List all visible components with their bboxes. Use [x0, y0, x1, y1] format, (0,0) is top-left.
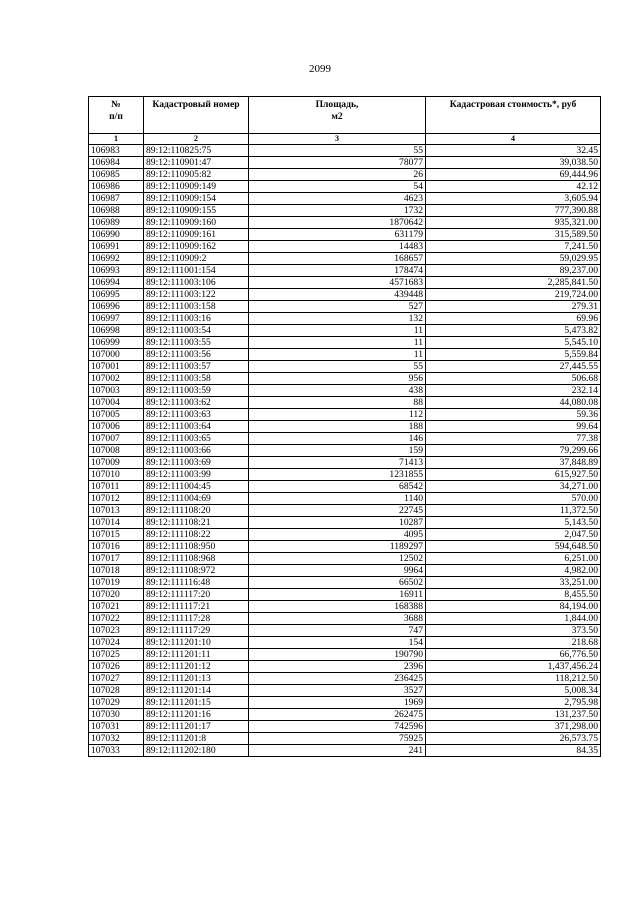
- cadastre-table: [88, 96, 601, 757]
- cadastral-value: 34,271.00: [426, 481, 601, 493]
- cadastral-value: 84,194.00: [426, 601, 601, 613]
- cadastral-number: 89:12:111108:20: [144, 505, 249, 517]
- cadastral-value: 777,390.88: [426, 205, 601, 217]
- row-number: 106989: [89, 217, 144, 229]
- table-row: [89, 709, 601, 721]
- row-number: 107003: [89, 385, 144, 397]
- cadastral-number: 89:12:110905:82: [144, 169, 249, 181]
- table-row: [89, 289, 601, 301]
- row-number: 107001: [89, 361, 144, 373]
- table-row: [89, 601, 601, 613]
- row-number: 107022: [89, 613, 144, 625]
- area-value: 1231855: [249, 469, 426, 481]
- table-row: [89, 685, 601, 697]
- cadastral-number: 89:12:110909:155: [144, 205, 249, 217]
- table-body: [89, 145, 601, 757]
- table-row: [89, 181, 601, 193]
- row-number: 107029: [89, 697, 144, 709]
- area-value: 1140: [249, 493, 426, 505]
- cadastral-number: 89:12:110901:47: [144, 157, 249, 169]
- area-value: 54: [249, 181, 426, 193]
- cadastral-number: 89:12:111117:21: [144, 601, 249, 613]
- cadastral-value: 5,559.84: [426, 349, 601, 361]
- area-value: 159: [249, 445, 426, 457]
- header-cadastral-number: Кадастровый номер: [144, 97, 249, 134]
- cadastral-value: 131,237.50: [426, 709, 601, 721]
- table-row: [89, 661, 601, 673]
- cadastral-value: 39,038.50: [426, 157, 601, 169]
- row-number: 106988: [89, 205, 144, 217]
- row-number: 106983: [89, 145, 144, 157]
- cadastral-number: 89:12:111201:10: [144, 637, 249, 649]
- cadastral-value: 7,241.50: [426, 241, 601, 253]
- cadastral-number: 89:12:111201:8: [144, 733, 249, 745]
- cadastral-number: 89:12:111201:16: [144, 709, 249, 721]
- header-area: Площадь, м2: [249, 97, 426, 134]
- area-value: 747: [249, 625, 426, 637]
- cadastral-value: 5,473.82: [426, 325, 601, 337]
- area-value: 4095: [249, 529, 426, 541]
- header-row: [89, 97, 601, 134]
- cadastral-value: 11,372.50: [426, 505, 601, 517]
- table-row: [89, 301, 601, 313]
- cadastral-value: 69.96: [426, 313, 601, 325]
- row-number: 107026: [89, 661, 144, 673]
- area-value: 3688: [249, 613, 426, 625]
- table-row: [89, 517, 601, 529]
- cadastral-value: 373.50: [426, 625, 601, 637]
- cadastral-value: 594,648.50: [426, 541, 601, 553]
- cadastral-value: 3,605.94: [426, 193, 601, 205]
- cadastral-number: 89:12:110909:2: [144, 253, 249, 265]
- area-value: 168388: [249, 601, 426, 613]
- cadastral-number: 89:12:111003:122: [144, 289, 249, 301]
- cadastral-number: 89:12:111201:14: [144, 685, 249, 697]
- row-number: 107025: [89, 649, 144, 661]
- cadastral-number: 89:12:110909:160: [144, 217, 249, 229]
- area-value: 26: [249, 169, 426, 181]
- row-number: 107030: [89, 709, 144, 721]
- table-row: [89, 265, 601, 277]
- cadastral-number: 89:12:111108:968: [144, 553, 249, 565]
- cadastral-number: 89:12:111003:63: [144, 409, 249, 421]
- area-value: 1189297: [249, 541, 426, 553]
- row-number: 107027: [89, 673, 144, 685]
- row-number: 107009: [89, 457, 144, 469]
- table-row: [89, 241, 601, 253]
- area-value: 631179: [249, 229, 426, 241]
- table-row: [89, 493, 601, 505]
- row-number: 106996: [89, 301, 144, 313]
- row-number: 107017: [89, 553, 144, 565]
- cadastral-value: 570.00: [426, 493, 601, 505]
- row-number: 106993: [89, 265, 144, 277]
- row-number: 106990: [89, 229, 144, 241]
- area-value: 12502: [249, 553, 426, 565]
- cadastral-value: 59,029.95: [426, 253, 601, 265]
- row-number: 107006: [89, 421, 144, 433]
- cadastral-number: 89:12:111201:13: [144, 673, 249, 685]
- cadastral-value: 506.68: [426, 373, 601, 385]
- cadastral-number: 89:12:111201:12: [144, 661, 249, 673]
- cadastral-number: 89:12:111108:22: [144, 529, 249, 541]
- cadastral-value: 1,844.00: [426, 613, 601, 625]
- table-row: [89, 673, 601, 685]
- header-cadastral-value: Кадастровая стоимость*, руб: [426, 97, 601, 134]
- area-value: 78077: [249, 157, 426, 169]
- table-row: [89, 481, 601, 493]
- row-number: 107028: [89, 685, 144, 697]
- table-row: [89, 169, 601, 181]
- row-number: 107016: [89, 541, 144, 553]
- cadastral-value: 37,848.89: [426, 457, 601, 469]
- cadastral-value: 6,251.00: [426, 553, 601, 565]
- cadastral-value: 935,321.00: [426, 217, 601, 229]
- area-value: 14483: [249, 241, 426, 253]
- row-number: 107004: [89, 397, 144, 409]
- row-number: 107015: [89, 529, 144, 541]
- cadastral-value: 232.14: [426, 385, 601, 397]
- table-row: [89, 589, 601, 601]
- table-row: [89, 529, 601, 541]
- area-value: 262475: [249, 709, 426, 721]
- table-row: [89, 565, 601, 577]
- table-row: [89, 613, 601, 625]
- row-number: 107013: [89, 505, 144, 517]
- table-row: [89, 337, 601, 349]
- table-row: [89, 145, 601, 157]
- row-number: 107019: [89, 577, 144, 589]
- cadastral-number: 89:12:111003:65: [144, 433, 249, 445]
- cadastral-number: 89:12:111003:58: [144, 373, 249, 385]
- area-value: 11: [249, 337, 426, 349]
- cadastral-value: 5,143.50: [426, 517, 601, 529]
- cadastral-value: 32.45: [426, 145, 601, 157]
- table-row: [89, 217, 601, 229]
- cadastral-number: 89:12:110825:75: [144, 145, 249, 157]
- area-value: 1732: [249, 205, 426, 217]
- area-value: 742596: [249, 721, 426, 733]
- area-value: 146: [249, 433, 426, 445]
- table-row: [89, 205, 601, 217]
- cadastral-number: 89:12:111003:16: [144, 313, 249, 325]
- table-row: [89, 505, 601, 517]
- area-value: 188: [249, 421, 426, 433]
- table-row: [89, 277, 601, 289]
- cadastral-number: 89:12:110909:154: [144, 193, 249, 205]
- cadastral-value: 66,776.50: [426, 649, 601, 661]
- area-value: 438: [249, 385, 426, 397]
- cadastral-number: 89:12:111003:158: [144, 301, 249, 313]
- cadastral-number: 89:12:111003:99: [144, 469, 249, 481]
- table-row: [89, 445, 601, 457]
- table-row: [89, 457, 601, 469]
- cadastral-value: 27,445.55: [426, 361, 601, 373]
- area-value: 75925: [249, 733, 426, 745]
- cadastral-value: 1,437,456.24: [426, 661, 601, 673]
- row-number: 107020: [89, 589, 144, 601]
- cadastral-number: 89:12:111202:180: [144, 745, 249, 757]
- row-number: 107005: [89, 409, 144, 421]
- row-number: 107032: [89, 733, 144, 745]
- row-number: 106991: [89, 241, 144, 253]
- table-row: [89, 553, 601, 565]
- table-row: [89, 745, 601, 757]
- row-number: 106994: [89, 277, 144, 289]
- cadastral-number: 89:12:111108:21: [144, 517, 249, 529]
- area-value: 168657: [249, 253, 426, 265]
- table-row: [89, 325, 601, 337]
- cadastral-value: 218.68: [426, 637, 601, 649]
- cadastral-number: 89:12:110909:162: [144, 241, 249, 253]
- area-value: 4571683: [249, 277, 426, 289]
- row-number: 106999: [89, 337, 144, 349]
- page-number: 2099: [309, 63, 331, 75]
- table-row: [89, 577, 601, 589]
- cadastral-value: 42.12: [426, 181, 601, 193]
- area-value: 22745: [249, 505, 426, 517]
- cadastral-number: 89:12:111001:154: [144, 265, 249, 277]
- table-row: [89, 433, 601, 445]
- cadastral-number: 89:12:111117:20: [144, 589, 249, 601]
- column-index: 4: [426, 134, 601, 145]
- cadastral-number: 89:12:111108:950: [144, 541, 249, 553]
- cadastral-value: 99.64: [426, 421, 601, 433]
- cadastral-value: 77.38: [426, 433, 601, 445]
- cadastral-number: 89:12:111117:29: [144, 625, 249, 637]
- area-value: 178474: [249, 265, 426, 277]
- area-value: 3527: [249, 685, 426, 697]
- cadastral-number: 89:12:111117:28: [144, 613, 249, 625]
- row-number: 107021: [89, 601, 144, 613]
- cadastral-value: 33,251.00: [426, 577, 601, 589]
- area-value: 10287: [249, 517, 426, 529]
- area-value: 1969: [249, 697, 426, 709]
- header-number: № п/п: [89, 97, 144, 134]
- cadastral-value: 44,080.08: [426, 397, 601, 409]
- row-number: 106984: [89, 157, 144, 169]
- cadastral-number: 89:12:111004:69: [144, 493, 249, 505]
- area-value: 11: [249, 349, 426, 361]
- area-value: 71413: [249, 457, 426, 469]
- table-row: [89, 157, 601, 169]
- area-value: 190790: [249, 649, 426, 661]
- row-number: 106987: [89, 193, 144, 205]
- cadastral-value: 89,237.00: [426, 265, 601, 277]
- cadastral-value: 8,455.50: [426, 589, 601, 601]
- area-value: 66502: [249, 577, 426, 589]
- table-row: [89, 229, 601, 241]
- cadastral-number: 89:12:111003:54: [144, 325, 249, 337]
- cadastral-value: 84.35: [426, 745, 601, 757]
- cadastral-number: 89:12:111201:11: [144, 649, 249, 661]
- table-row: [89, 361, 601, 373]
- cadastral-number: 89:12:111003:69: [144, 457, 249, 469]
- cadastral-number: 89:12:111003:56: [144, 349, 249, 361]
- cadastral-value: 69,444.96: [426, 169, 601, 181]
- table-row: [89, 397, 601, 409]
- table-row: [89, 637, 601, 649]
- area-value: 132: [249, 313, 426, 325]
- cadastral-number: 89:12:111003:64: [144, 421, 249, 433]
- area-value: 9964: [249, 565, 426, 577]
- cadastral-value: 5,545.10: [426, 337, 601, 349]
- area-value: 68542: [249, 481, 426, 493]
- cadastral-number: 89:12:111201:15: [144, 697, 249, 709]
- cadastral-number: 89:12:111201:17: [144, 721, 249, 733]
- table-row: [89, 421, 601, 433]
- cadastral-value: 219,724.00: [426, 289, 601, 301]
- area-value: 4623: [249, 193, 426, 205]
- cadastral-number: 89:12:111004:45: [144, 481, 249, 493]
- area-value: 2396: [249, 661, 426, 673]
- row-number: 107011: [89, 481, 144, 493]
- table-row: [89, 625, 601, 637]
- cadastral-number: 89:12:111108:972: [144, 565, 249, 577]
- area-value: 956: [249, 373, 426, 385]
- table-row: [89, 373, 601, 385]
- cadastral-number: 89:12:111003:59: [144, 385, 249, 397]
- cadastral-value: 26,573.75: [426, 733, 601, 745]
- column-index: 2: [144, 134, 249, 145]
- row-number: 106995: [89, 289, 144, 301]
- area-value: 16911: [249, 589, 426, 601]
- row-number: 107010: [89, 469, 144, 481]
- table-row: [89, 409, 601, 421]
- table-row: [89, 541, 601, 553]
- cadastral-number: 89:12:111003:66: [144, 445, 249, 457]
- cadastral-value: 59.36: [426, 409, 601, 421]
- table-row: [89, 721, 601, 733]
- table-row: [89, 697, 601, 709]
- cadastral-value: 2,285,841.50: [426, 277, 601, 289]
- cadastral-value: 371,298.00: [426, 721, 601, 733]
- area-value: 88: [249, 397, 426, 409]
- cadastral-number: 89:12:111116:48: [144, 577, 249, 589]
- cadastral-value: 118,212.50: [426, 673, 601, 685]
- row-number: 107023: [89, 625, 144, 637]
- row-number: 107033: [89, 745, 144, 757]
- cadastral-value: 279.31: [426, 301, 601, 313]
- column-index: 1: [89, 134, 144, 145]
- cadastral-value: 615,927.50: [426, 469, 601, 481]
- cadastral-value: 79,299.66: [426, 445, 601, 457]
- cadastral-number: 89:12:110909:161: [144, 229, 249, 241]
- cadastral-value: 315,589.50: [426, 229, 601, 241]
- row-number: 107018: [89, 565, 144, 577]
- area-value: 527: [249, 301, 426, 313]
- table-row: [89, 733, 601, 745]
- row-number: 107002: [89, 373, 144, 385]
- area-value: 112: [249, 409, 426, 421]
- cadastral-number: 89:12:111003:55: [144, 337, 249, 349]
- table-row: [89, 193, 601, 205]
- cadastral-number: 89:12:111003:62: [144, 397, 249, 409]
- cadastral-number: 89:12:111003:106: [144, 277, 249, 289]
- column-index: 3: [249, 134, 426, 145]
- row-number: 107000: [89, 349, 144, 361]
- row-number: 107007: [89, 433, 144, 445]
- row-number: 107014: [89, 517, 144, 529]
- cadastral-number: 89:12:110909:149: [144, 181, 249, 193]
- area-value: 55: [249, 145, 426, 157]
- row-number: 106997: [89, 313, 144, 325]
- table-row: [89, 349, 601, 361]
- area-value: 154: [249, 637, 426, 649]
- cadastral-value: 2,795.98: [426, 697, 601, 709]
- area-value: 241: [249, 745, 426, 757]
- row-number: 106986: [89, 181, 144, 193]
- table-row: [89, 469, 601, 481]
- row-number: 107012: [89, 493, 144, 505]
- table-row: [89, 385, 601, 397]
- row-number: 106998: [89, 325, 144, 337]
- row-number: 107024: [89, 637, 144, 649]
- area-value: 236425: [249, 673, 426, 685]
- row-number: 107008: [89, 445, 144, 457]
- cadastral-value: 2,047.50: [426, 529, 601, 541]
- row-number: 106985: [89, 169, 144, 181]
- area-value: 439448: [249, 289, 426, 301]
- area-value: 1870642: [249, 217, 426, 229]
- row-number: 106992: [89, 253, 144, 265]
- cadastral-value: 5,008.34: [426, 685, 601, 697]
- cadastral-number: 89:12:111003:57: [144, 361, 249, 373]
- table-row: [89, 253, 601, 265]
- area-value: 11: [249, 325, 426, 337]
- area-value: 55: [249, 361, 426, 373]
- column-index-row: [89, 134, 601, 145]
- table-row: [89, 649, 601, 661]
- row-number: 107031: [89, 721, 144, 733]
- cadastral-value: 4,982.00: [426, 565, 601, 577]
- table-row: [89, 313, 601, 325]
